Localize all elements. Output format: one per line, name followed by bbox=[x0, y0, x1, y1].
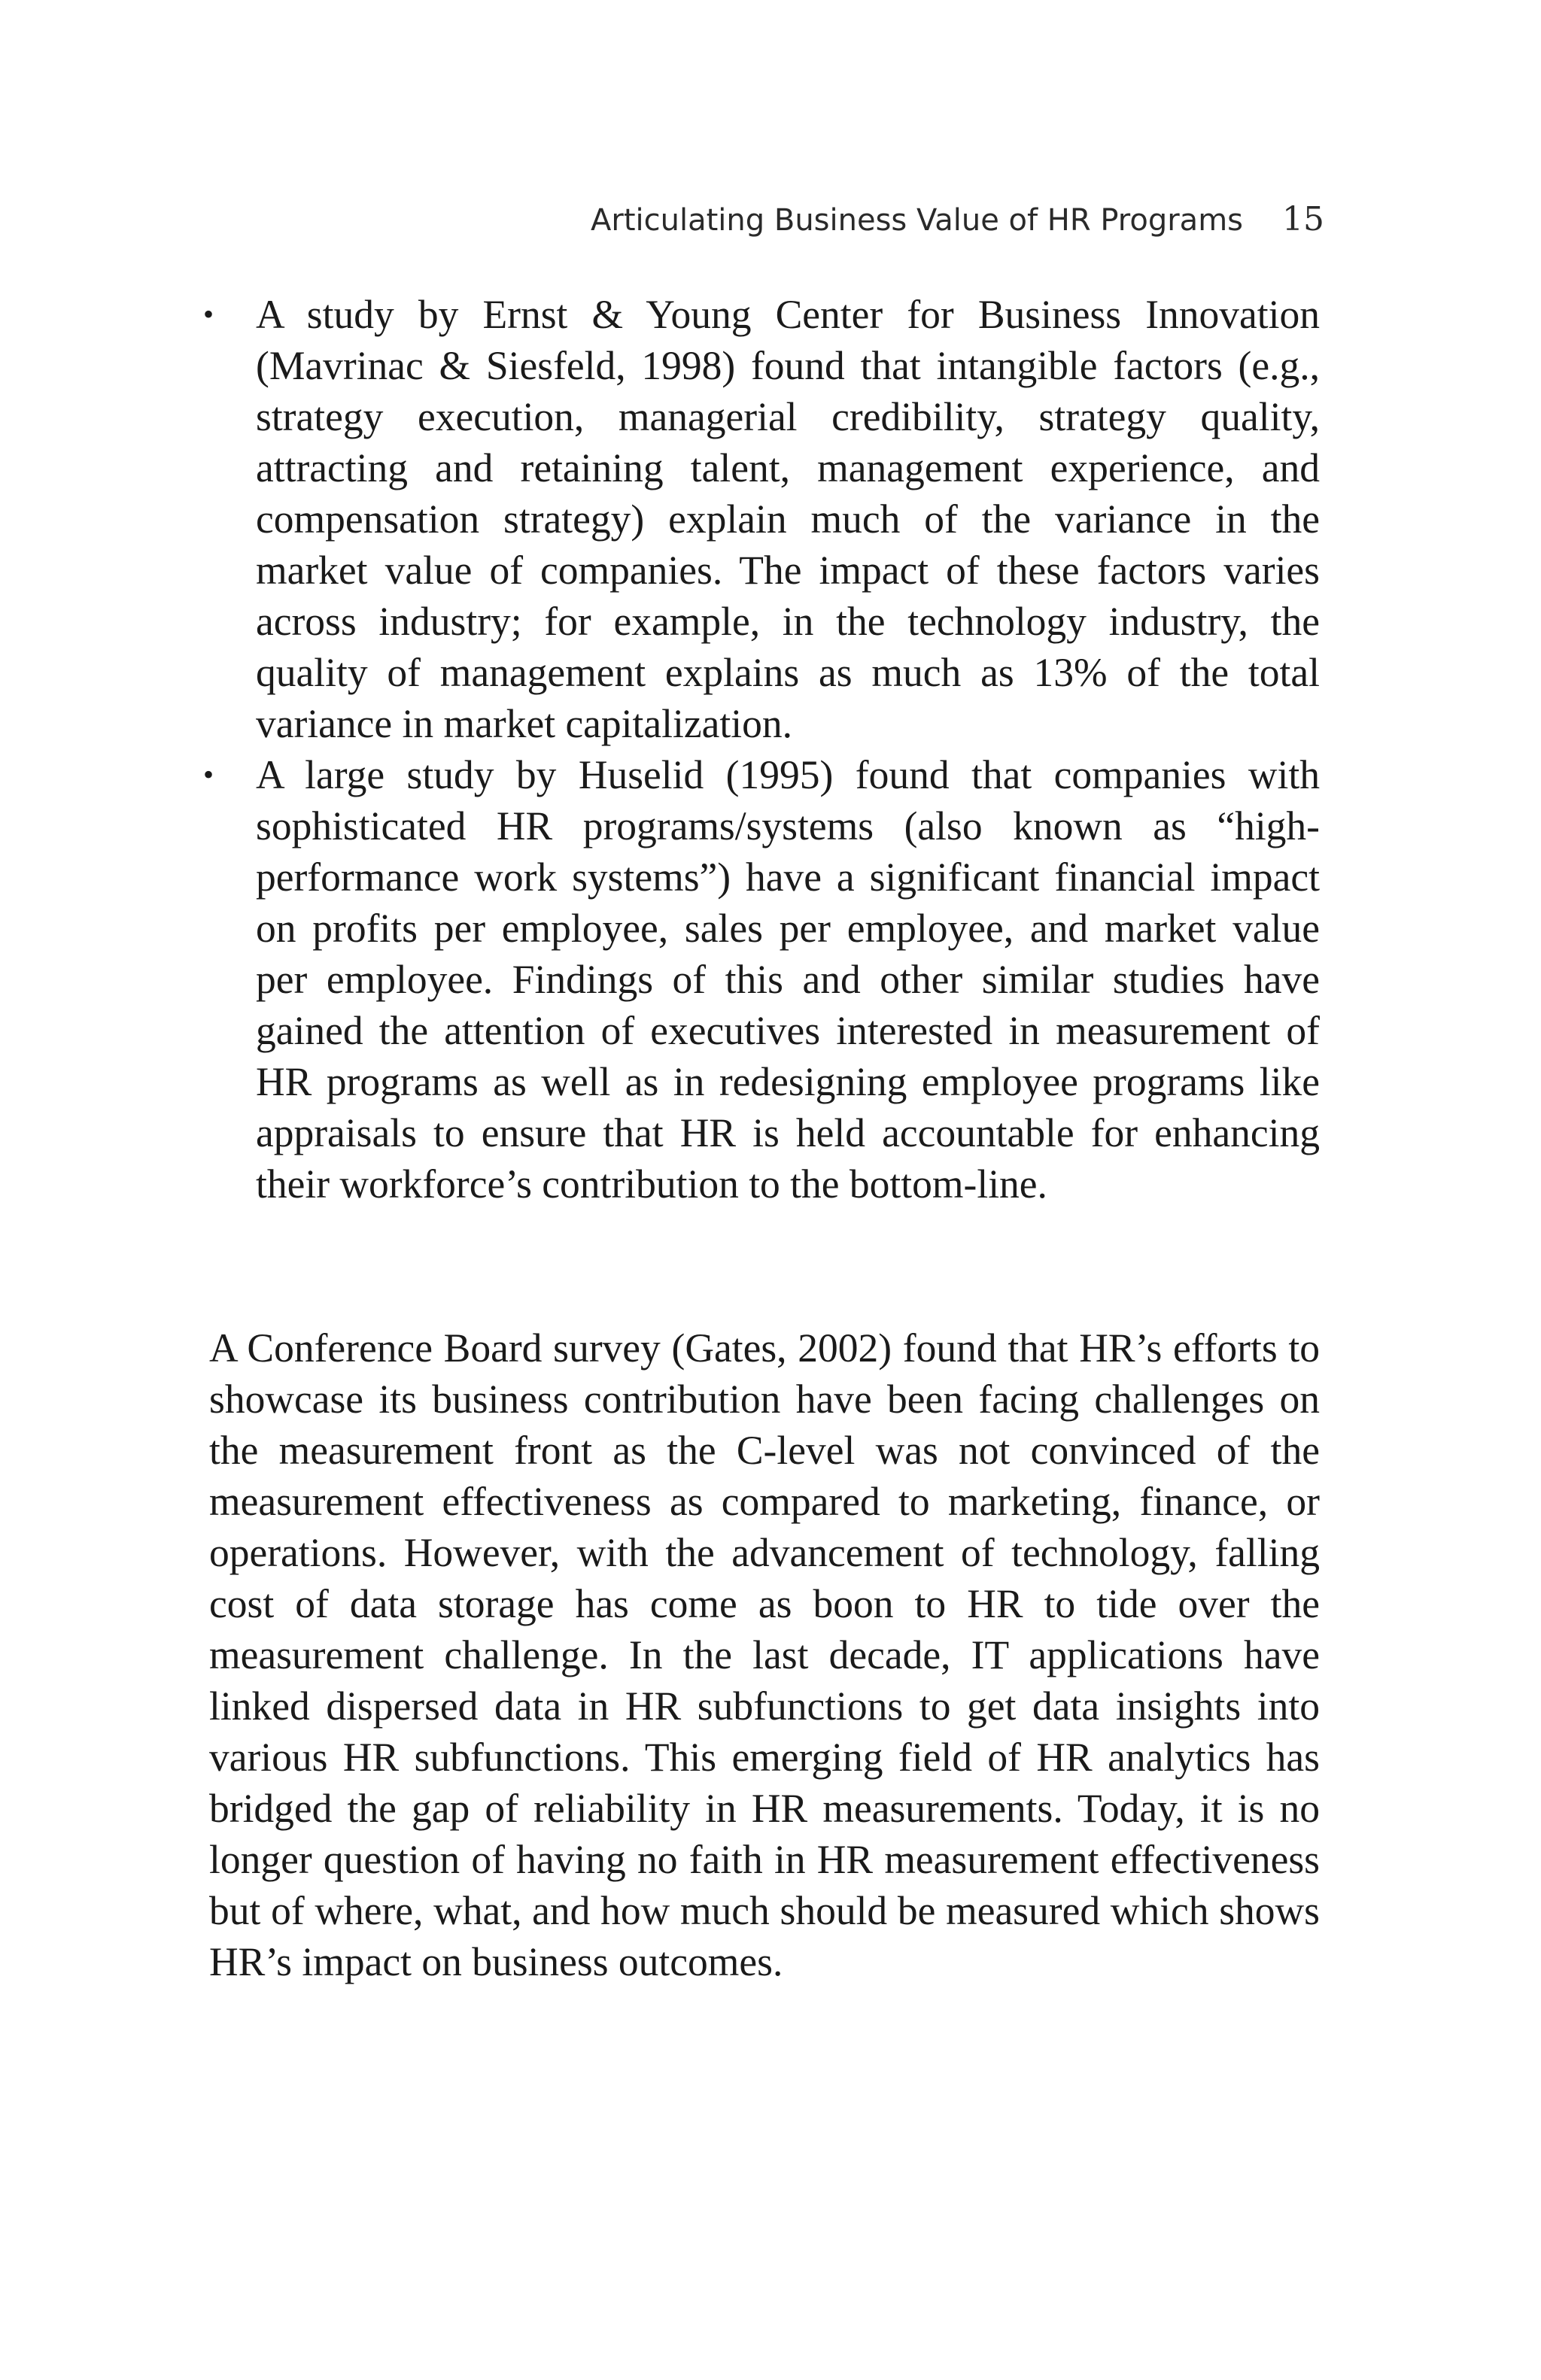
running-header bbox=[591, 200, 1324, 238]
bullet-icon: • bbox=[203, 757, 214, 791]
bullet-icon: • bbox=[203, 297, 214, 331]
page-number: 15 bbox=[1282, 200, 1324, 238]
bullet-item-huselid bbox=[203, 749, 1320, 1210]
bullet-text: A study by Ernst & Young Center for Business Innovation (Mavrinac & Siesfeld, 1998) found that intangible factors (e.g., strategy execution, managerial credibility, strategy quality, attracting and retaining talent, management experience, and compensation strategy) explain much of the variance in the market value of companies. The impact of these factors varies across industry; for example, in the technology industry, the quality of management explains as much as 13% of the total variance in market capitalization. bbox=[256, 292, 1320, 746]
running-title: Articulating Business Value of HR Programs bbox=[591, 203, 1243, 238]
bullet-list bbox=[203, 289, 1320, 1210]
bullet-item-ernst-young bbox=[203, 289, 1320, 749]
body-paragraph: A Conference Board survey (Gates, 2002) found that HR’s efforts to showcase its business contribution have been facing challenges on the measurement front as the C-level was not convinced of the measurement effectiveness as compared to marketing, finance, or operations. However, with the advancement of technology, falling cost of data storage has come as boon to HR to tide over the measurement challenge. In the last decade, IT applications have linked dispersed data in HR subfunctions to get data insights into various HR subfunctions. This emerging field of HR analytics has bridged the gap of reliability in HR measurements. Today, it is no longer question of having no faith in HR measurement effectiveness but of where, what, and how much should be measured which shows HR’s impact on business outcomes. bbox=[209, 1325, 1320, 1984]
bullet-text: A large study by Huselid (1995) found that companies with sophisticated HR programs/systems (also known as “high-performance work systems”) have a significant financial impact on profits per employee, sales per employee, and market value per employee. Findings of this and other similar studies have gained the attention of executives interested in measurement of HR programs as well as in redesigning employee programs like appraisals to ensure that HR is held accountable for enhancing their workforce’s contribution to the bottom-line. bbox=[256, 752, 1320, 1207]
